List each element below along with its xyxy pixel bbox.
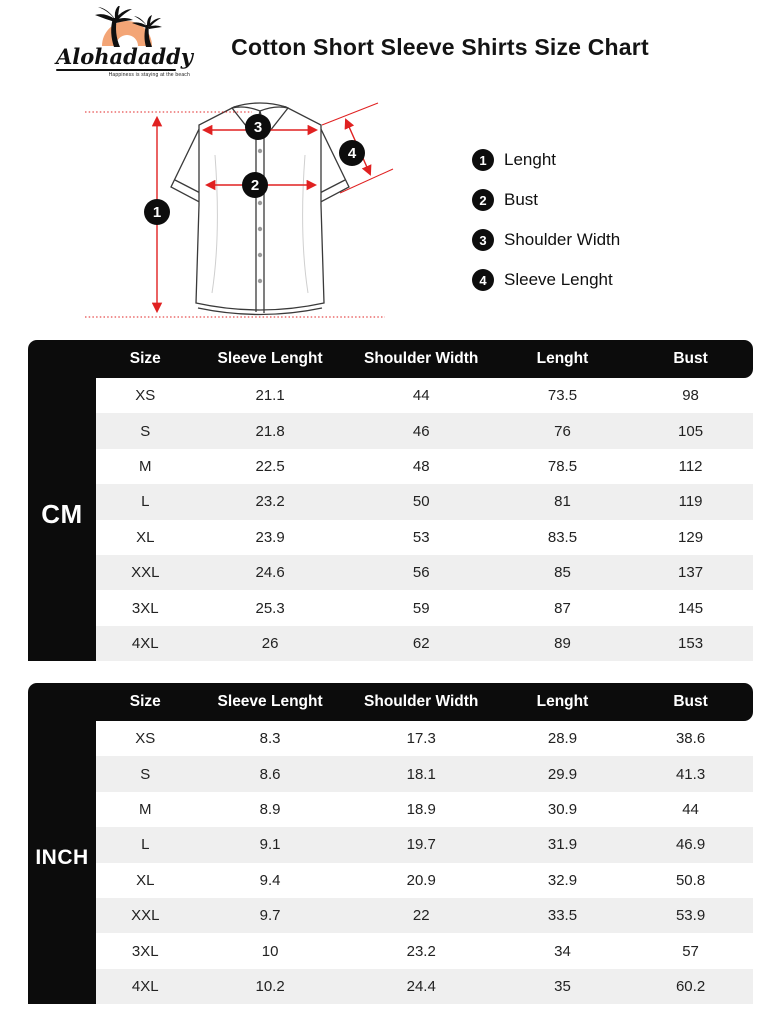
table-rows	[96, 378, 753, 661]
measurement-legend	[472, 148, 620, 308]
value-cell: 153	[678, 634, 704, 652]
table-row	[96, 590, 753, 625]
size-cell: M	[139, 800, 152, 818]
value-cell: 50.8	[675, 871, 706, 889]
value-cell: 83.5	[547, 528, 578, 546]
value-cell: 8.6	[259, 765, 281, 783]
size-cell: S	[140, 765, 151, 783]
unit-label: CM	[28, 368, 96, 661]
size-cell: XL	[136, 871, 155, 889]
value-cell: 21.8	[255, 422, 285, 440]
value-cell: 22	[412, 907, 430, 925]
brand-tagline: Happiness is staying at the beach	[108, 72, 190, 78]
measure-marker-bust: 2	[242, 172, 268, 198]
value-cell: 44	[682, 800, 699, 818]
value-cell: 119	[678, 493, 703, 511]
value-cell: 129	[678, 528, 704, 546]
value-cell: 60.2	[675, 977, 706, 995]
value-cell: 21.1	[255, 387, 285, 405]
size-cell: XXL	[131, 564, 160, 582]
value-cell: 76	[554, 422, 571, 440]
shirt-diagram-drawing	[85, 95, 477, 343]
value-cell: 23.9	[255, 528, 285, 546]
size-cell: L	[141, 493, 150, 511]
value-cell: 34	[554, 942, 571, 960]
value-cell: 44	[412, 387, 430, 405]
table-row	[96, 756, 753, 791]
legend-number-badge: 1	[472, 149, 494, 171]
legend-label: Sleeve Lenght	[504, 270, 613, 289]
value-cell: 56	[412, 564, 430, 582]
table-body	[28, 378, 753, 661]
value-cell: 46	[412, 422, 430, 440]
size-cell: L	[141, 836, 150, 854]
value-cell: 112	[678, 457, 703, 475]
table-row	[96, 721, 753, 756]
value-cell: 17.3	[406, 730, 436, 748]
column-header: Size	[129, 693, 161, 710]
column-headers	[96, 693, 753, 711]
value-cell: 48	[412, 457, 430, 475]
size-cell: XS	[135, 730, 156, 748]
brand-logo	[56, 6, 194, 78]
size-cell: M	[139, 457, 152, 475]
value-cell: 19.7	[406, 836, 436, 854]
value-cell: 57	[682, 942, 699, 960]
legend-label: Bust	[504, 190, 539, 209]
measure-marker-shoulder-width: 3	[245, 114, 271, 140]
table-row	[96, 898, 753, 933]
column-header: Sleeve Lenght	[217, 693, 323, 710]
legend-label: Shoulder Width	[504, 230, 621, 249]
value-cell: 26	[261, 634, 279, 652]
value-cell: 59	[412, 599, 430, 617]
measure-marker-length: 1	[144, 199, 170, 225]
value-cell: 29.9	[547, 765, 578, 783]
table-row	[96, 827, 753, 862]
value-cell: 10.2	[255, 977, 285, 995]
value-cell: 18.9	[406, 800, 436, 818]
legend-item-shoulder-width	[472, 228, 620, 252]
value-cell: 18.1	[406, 765, 436, 783]
legend-label: Lenght	[504, 150, 556, 169]
value-cell: 85	[554, 564, 571, 582]
table-row	[96, 969, 753, 1004]
column-header: Lenght	[536, 693, 589, 710]
column-header: Sleeve Lenght	[217, 350, 323, 367]
size-cell: 3XL	[131, 599, 159, 617]
column-header: Bust	[673, 693, 708, 710]
table-header-bar	[28, 683, 753, 721]
value-cell: 20.9	[406, 871, 436, 889]
value-cell: 46.9	[675, 836, 706, 854]
value-cell: 137	[678, 564, 704, 582]
table-row	[96, 555, 753, 590]
column-header: Size	[129, 350, 161, 367]
value-cell: 98	[682, 387, 699, 405]
table-row	[96, 520, 753, 555]
table-row	[96, 484, 753, 519]
table-row	[96, 413, 753, 448]
value-cell: 50	[412, 493, 430, 511]
size-cell: XS	[135, 387, 156, 405]
value-cell: 24.4	[406, 977, 436, 995]
shirt-measurement-diagram	[85, 95, 477, 343]
size-cell: S	[140, 422, 151, 440]
value-cell: 8.3	[259, 730, 281, 748]
size-cell: 3XL	[131, 942, 159, 960]
size-cell: 4XL	[131, 634, 159, 652]
brand-name: Alohadaddy	[56, 44, 194, 69]
value-cell: 30.9	[547, 800, 578, 818]
value-cell: 9.7	[259, 907, 281, 925]
value-cell: 9.4	[259, 871, 281, 889]
value-cell: 73.5	[547, 387, 578, 405]
value-cell: 31.9	[547, 836, 578, 854]
column-header: Lenght	[536, 350, 589, 367]
table-body	[28, 721, 753, 1004]
column-header: Bust	[673, 350, 708, 367]
column-headers	[96, 350, 753, 368]
value-cell: 32.9	[547, 871, 578, 889]
size-cell: 4XL	[131, 977, 159, 995]
value-cell: 33.5	[547, 907, 578, 925]
value-cell: 22.5	[255, 457, 285, 475]
value-cell: 78.5	[547, 457, 578, 475]
legend-item-lenght	[472, 148, 620, 172]
size-table-inch	[28, 683, 753, 1004]
value-cell: 9.1	[259, 836, 281, 854]
value-cell: 145	[678, 599, 704, 617]
palm-sun-logo-icon	[90, 6, 168, 48]
value-cell: 105	[678, 422, 704, 440]
column-header: Shoulder Width	[364, 350, 479, 367]
legend-number-badge: 2	[472, 189, 494, 211]
value-cell: 35	[554, 977, 571, 995]
value-cell: 23.2	[255, 493, 285, 511]
value-cell: 53	[412, 528, 430, 546]
value-cell: 24.6	[255, 564, 285, 582]
table-row	[96, 626, 753, 661]
measure-marker-sleeve-length: 4	[339, 140, 365, 166]
table-row	[96, 792, 753, 827]
column-header: Shoulder Width	[364, 693, 479, 710]
value-cell: 38.6	[675, 730, 706, 748]
value-cell: 41.3	[675, 765, 706, 783]
size-table-cm	[28, 340, 753, 661]
value-cell: 53.9	[675, 907, 706, 925]
table-row	[96, 378, 753, 413]
value-cell: 81	[554, 493, 571, 511]
value-cell: 8.9	[259, 800, 281, 818]
size-cell: XXL	[131, 907, 160, 925]
table-header-bar	[28, 340, 753, 378]
value-cell: 28.9	[547, 730, 578, 748]
page-title: Cotton Short Sleeve Shirts Size Chart	[231, 34, 649, 60]
value-cell: 10	[261, 942, 279, 960]
table-row	[96, 449, 753, 484]
legend-number-badge: 4	[472, 269, 494, 291]
value-cell: 62	[412, 634, 430, 652]
table-rows	[96, 721, 753, 1004]
table-row	[96, 863, 753, 898]
value-cell: 89	[554, 634, 571, 652]
legend-item-sleeve-lenght	[472, 268, 620, 292]
unit-label: INCH	[28, 711, 96, 1004]
legend-item-bust	[472, 188, 620, 212]
value-cell: 25.3	[255, 599, 285, 617]
value-cell: 23.2	[406, 942, 436, 960]
table-row	[96, 933, 753, 968]
legend-number-badge: 3	[472, 229, 494, 251]
size-cell: XL	[136, 528, 155, 546]
value-cell: 87	[554, 599, 571, 617]
logo-underline	[56, 69, 176, 71]
